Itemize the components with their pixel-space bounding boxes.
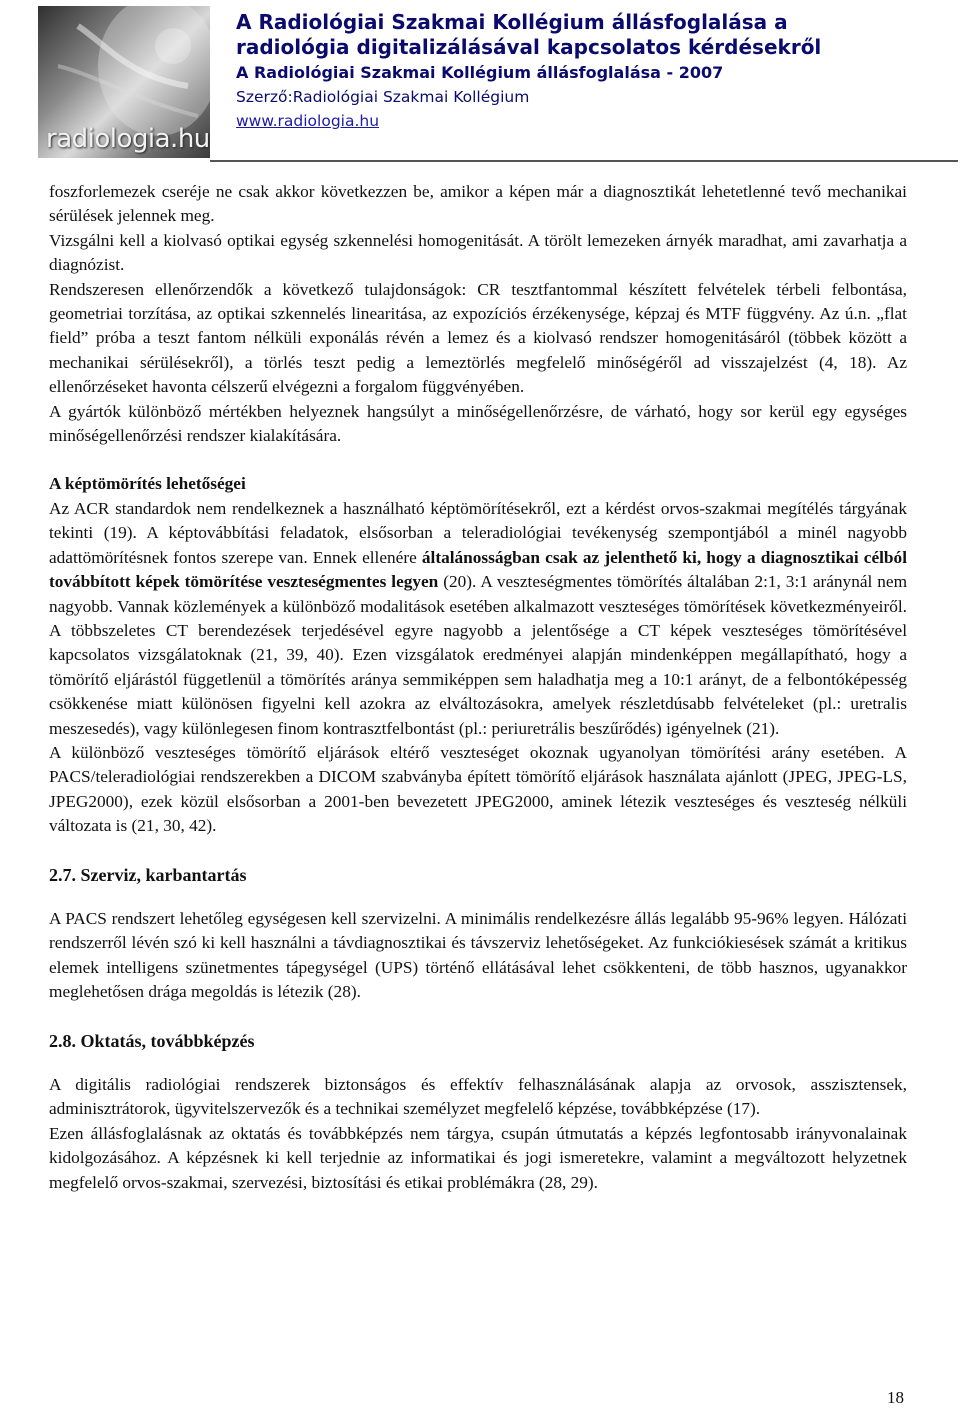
header-subtitle: A Radiológiai Szakmai Kollégium állásfoglalása - 2007	[236, 63, 724, 82]
paragraph: A különböző veszteséges tömörítő eljárások eltérő veszteséget okoznak ugyanolyan tömörítési arány esetében. A PACS/teleradiológiai rendszerekben a DICOM szabványba épített tömörítő eljárások használata ajánlott (JPEG, JPEG-LS, JPEG2000), ezek közül elsősorban a 2001-ben bevezetett JPEG2000, aminek létezik veszteséges és veszteség nélküli változata is (21, 30, 42).	[49, 742, 907, 836]
bold-statement: általánosságban csak az jelenthető ki, hogy a diagnosztikai célból továbbított képek tömörítése veszteségmentes legyen	[49, 547, 907, 592]
radiologia-logo	[38, 6, 210, 158]
section-heading: A képtömörítés lehetőségei	[49, 474, 246, 494]
header-title-line2: radiológia digitalizálásával kapcsolatos kérdésekről	[236, 35, 822, 59]
paragraph: A gyártók különböző mértékben helyeznek hangsúlyt a minőségellenőrzésre, de várható, hogy sor kerül egy egységes minőségellenőrzési rendszer kialakítására.	[49, 401, 907, 446]
paragraph: Ezen állásfoglalásnak az oktatás és továbbképzés nem tárgya, csupán útmutatás a képzés legfontosabb irányvonalainak kidolgozásához. A képzésnek ki kell terjednie az informatikai és jogi ismeretekre, valamint a megváltozott helyzetnek megfelelő orvos-szakmai, szervezési, biztosítási és etikai problémákra (28, 29).	[49, 1123, 907, 1192]
document-body	[49, 180, 907, 1195]
header-website-link[interactable]: www.radiologia.hu	[236, 112, 380, 130]
logo-text: radiologia.hu	[46, 124, 210, 154]
header-title-line1: A Radiológiai Szakmai Kollégium állásfoglalása a	[236, 10, 788, 34]
page-number: 18	[887, 1388, 904, 1407]
section-heading: 2.8. Oktatás, továbbképzés	[49, 1030, 255, 1051]
header-divider	[210, 160, 958, 162]
paragraph: foszforlemezek cseréje ne csak akkor következzen be, amikor a képen már a diagnosztikát lehetetlenné tevő mechanikai sérülések jelennek meg.	[49, 182, 907, 226]
paragraph: Vizsgálni kell a kiolvasó optikai egység szkennelési homogenitását. A törölt lemezeken árnyék maradhat, ami zavarhatja a diagnózist.	[49, 230, 907, 275]
paragraph	[49, 497, 907, 741]
section-heading: 2.7. Szerviz, karbantartás	[49, 864, 247, 885]
paragraph: Rendszeresen ellenőrzendők a következő tulajdonságok: CR tesztfantommal készített felvételek térbeli felbontása, geometriai torzítása, az optikai szkennelés linearitása, az expozíciós érzékenysége, képzaj és MTF függvény. Az ú.n. „flat field” próba a teszt fantom nélküli exponálás révén a lemez és a kiolvasó rendszer homogenitásáról (többek között a mechanikai sérülésekről), a törlés teszt pedig a lemeztörlés megfelelő minőségéről ad visszajelzést (4, 18). Az ellenőrzéseket havonta célszerű elvégezni a forgalom függvényében.	[49, 279, 907, 397]
page-header	[0, 0, 960, 164]
header-text-block	[236, 10, 821, 133]
paragraph: A PACS rendszert lehetőleg egységesen kell szervizelni. A minimális rendelkezésre állás legalább 95-96% legyen. Hálózati rendszerről lévén szó ki kell használni a távdiagnosztikai és távszerviz lehetőségeket. Az funkciókiesések számát a kritikus elemek intelligens szünetmentes tápegységel (UPS) történő ellátásával lehet csökkenteni, de több hasznos, ugyanakkor meglehetősen drága megoldás is létezik (28).	[49, 908, 907, 1002]
header-author: Szerző:Radiológiai Szakmai Kollégium	[236, 88, 530, 106]
paragraph: A digitális radiológiai rendszerek biztonságos és effektív felhasználásának alapja az orvosok, asszisztensek, adminisztrátorok, ügyvitelszervezők és a technikai személyzet megfelelő képzése, továbbképzése (17).	[49, 1075, 907, 1119]
paragraph-text: Az ACR standardok nem rendelkeznek a használható képtömörítésekről, ezt a kérdést orvos-szakmai megítélés tárgyának tekinti (19). A képtovábbítási feladatok, elsősorban a teleradiológiai tevékenység szempontjából a minél nagyobb adattömörítésnek fontos szerepe van. Ennek ellenére	[49, 498, 907, 567]
paragraph-text: (20). A veszteségmentes tömörítés általában 2:1, 3:1 aránynál nem nagyobb. Vannak közlemények a különböző modalitások esetében alkalmazott veszteséges tömörítések következményeiről. A többszeletes CT berendezések terjedésével egyre nagyobb a jelentősége a CT képek veszteséges tömörítésével kapcsolatos vizsgálatoknak (21, 39, 40). Ezen vizsgálatok eredményei alapján mindenképpen megállapítható, hogy a tömörítő eljárástól függetlenül a tömörítés aránya semmiképpen sem haladhatja meg a 10:1 arányt, de a felbontóképesség csökkenése miatt különösen figyelni kell azokra az elváltozásokra, amelyek részletdúsabb felvételeket (pl.: uretralis meszesedés), vagy különlegesen finom kontrasztfelbontást (pl.: periuretrális beszűrődés) igényelnek (21).	[49, 572, 908, 738]
